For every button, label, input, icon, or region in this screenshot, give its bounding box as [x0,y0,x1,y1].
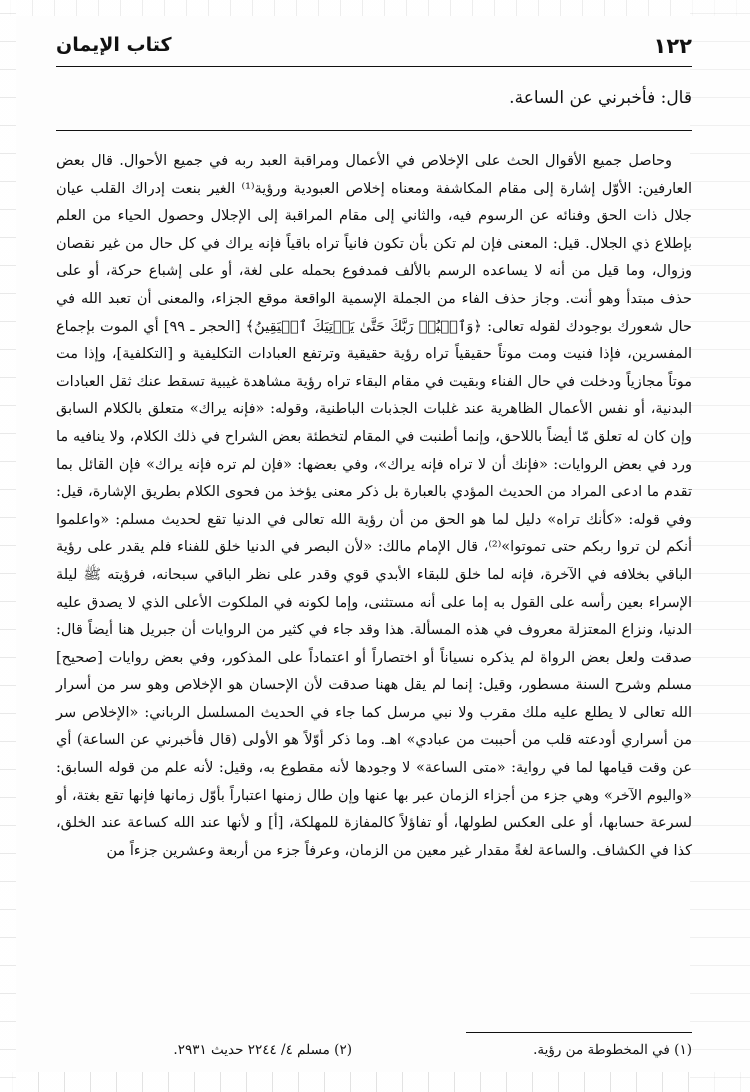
footnote-divider [466,1032,692,1033]
page-number: ١٢٢ [653,34,692,58]
hadith-text: قال: فأخبرني عن الساعة. [509,88,692,108]
decorative-border-right [690,0,750,1092]
footnote-2: (٢) مسلم ٤/ ٢٢٤٤ حديث ٢٩٣١. [173,1042,352,1058]
decorative-border-bottom [0,1072,750,1092]
commentary-paragraph: وحاصل جميع الأقوال الحث على الإخلاص في الأعمال ومراقبة العبد ربه في جميع الأحوال. قال بعض العارفين: الأوّل إشارة إلى مقام المكاشفة ومعناه إخلاص العبودية ورؤية⁽¹⁾ الغير بنعت إدراك القلب عيان جلال ذات الحق وفنائه عن الرسوم فيه، والثاني إلى مقام المراقبة إلى الإجلال وحصول الحياء من العلم بإطلاع ذي الجلال. قيل: المعنى فإن لم تكن بأن تكون فانياً تراه باقياً فإنه يراك في كل حال من غير نقصان وزوال، وما قيل من أنه لا يساعده الرسم بالألف فمدفوع بحمله على لغة، أو على إشباع حركة، أو على حذف مبتدأ وهو أنت. وجاز حذف الفاء من الجملة الإسمية الواقعة موقع الجزاء، والمعنى أن تعبد الله في حال شعورك بوجودك لقوله تعالى: ﴿وَٱعۡبُدۡ رَبَّكَ حَتَّىٰ يَأۡتِيَكَ ٱلۡيَقِينُ﴾ [الحجر ـ ٩٩] أي الموت بإجماع المفسرين، فإذا فنيت ومت موتاً حقيقياً تراه رؤية حقيقية وترتفع العبادات التكليفية و [التكلفية]، وإذا مت موتاً مجازياً ودخلت في حال الفناء وبقيت في مقام البقاء تراه رؤية مشاهدة غيبية تسقط عنك ثقل العبادات البدنية، أو نفس الأعمال الظاهرية عند غلبات الجذبات الباطنية، وقوله: «فإنه يراك» متعلق بالكلام السابق وإن كان له تعلق مّا أيضاً باللاحق، وإنما أطنبت في المقام لتخطئة بعض الشراح في ذلك الكلام، ولا ينافيه ما ورد في بعض الروايات: «فإنك أن لا تراه فإنه يراك»، وفي بعضها: «فإن لم تره فإنه يراك» فإن القائل بما تقدم ما ادعى المراد من الحديث المؤدي بالعبارة بل ذكر معنى يؤخذ من فحوى الكلام بطريق الإشارة، قيل: وفي قوله: «كأنك تراه» دليل لما هو الحق من أن رؤية الله تعالى في الدنيا تقع لحديث مسلم: «واعلموا أنكم لن تروا ربكم حتى تموتوا»⁽²⁾، قال الإمام مالك: «لأن البصر في الدنيا خلق للفناء فلم يقدر على رؤية الباقي بخلافه في الآخرة، فإنه لما خلق للبقاء الأبدي قوي وقدر على نظر الباقي سبحانه، فرؤيته ﷺ ليلة الإسراء بعين رأسه على القول به إما على أنه مستثنى، وإما لكونه في الملكوت الأعلى الذي لا يصدق عليه الدنيا، ونزاع المعتزلة معروف في هذه المسألة. هذا وقد جاء في كثير من الروايات أن جبريل هنا أيضاً قال: صدقت ولعل بعض الرواة لم يذكره نسياناً أو اختصاراً أو اعتماداً على المذكور، وفي بعض روايات [صحيح] مسلم وشرح السنة مسطور، وقيل: إنما لم يقل ههنا صدقت لأن الإحسان هو الإخلاص وهو سر من أسرار الله تعالى لا يطلع عليه ملك مقرب ولا نبي مرسل كما جاء في الحديث المسلسل الرباني: «الإخلاص سر من أسراري أودعته قلب من أحببت من عبادي» اهـ. وما ذكر أوّلاً هو الأولى (قال فأخبرني عن الساعة) أي عن وقت قيامها لما في رواية: «متى الساعة» لا وجودها لأنه مقطوع به، وقيل: لأنه علم من قوله السابق: «واليوم الآخر» وهي جزء من أجزاء الزمان عبر بها عنها وإن طال زمنها اعتباراً بأوّل زمانها فإنها تقع بغتة، أو لسرعة حسابها، أو على العكس لطولها، أو تفاؤلاً كالمفازة للمهلكة، [أ] و لأنها عند الله كساعة عند الخلق، كذا في الكشاف. والساعة لغةً مقدار غير معين من الزمان، وعرفاً جزء من أربعة وعشرين جزءاً من [56,153,693,859]
header-divider [56,66,692,67]
book-title: كتاب الإيمان [56,34,172,56]
decorative-border-left [0,0,16,1092]
decorative-border-top [0,0,750,16]
page-header [56,32,692,64]
footnote-1: (١) في المخطوطة من رؤية. [533,1042,692,1058]
commentary-body [56,148,692,865]
hadith-divider [56,130,692,131]
